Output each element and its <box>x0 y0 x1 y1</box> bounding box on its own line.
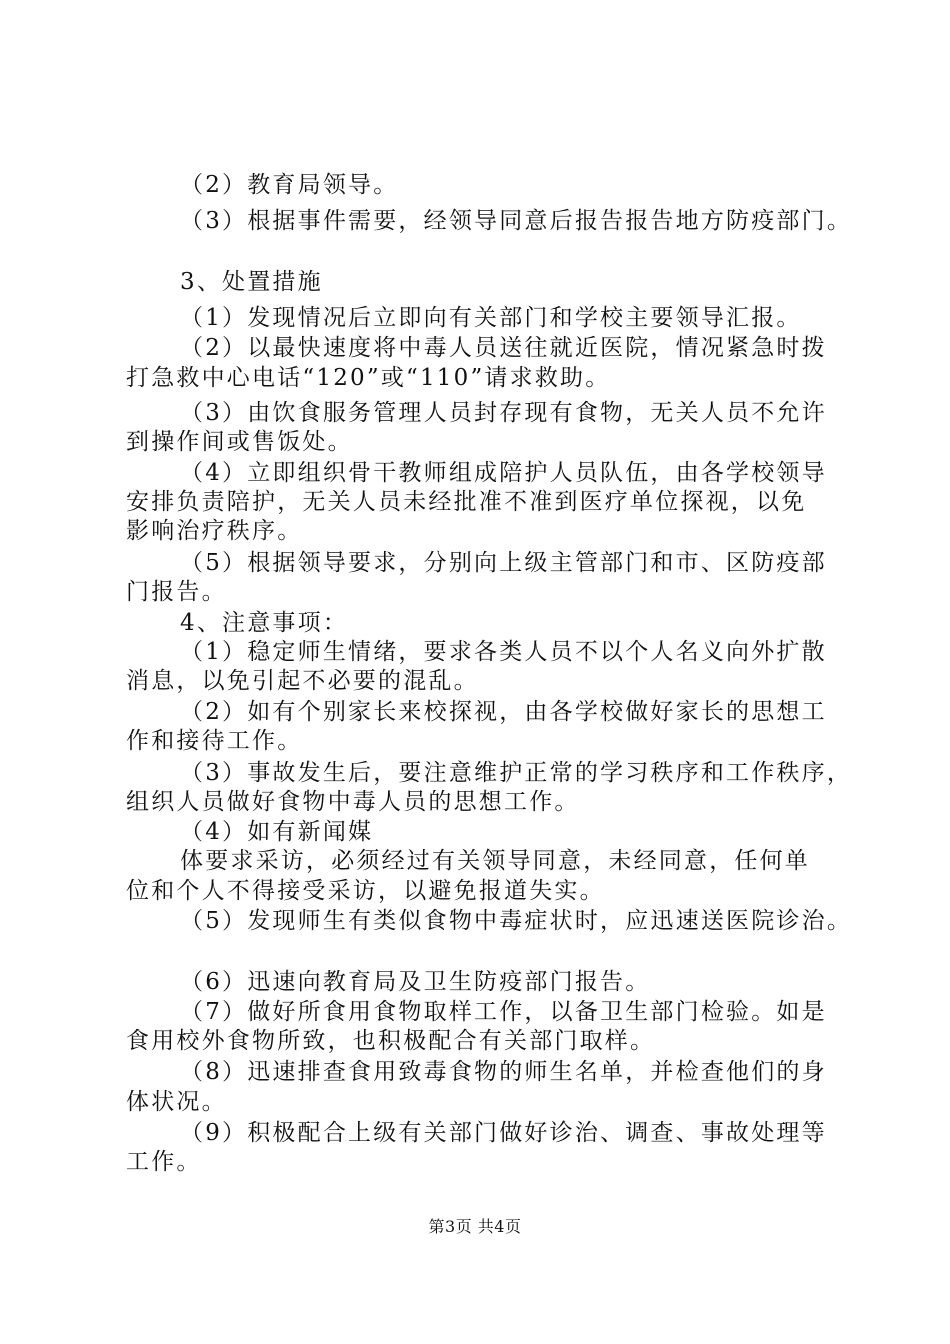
text-line: 消息，以免引起不必要的混乱。 <box>126 668 479 694</box>
text-line: （1）发现情况后立即向有关部门和学校主要领导汇报。 <box>180 305 802 331</box>
text-line: （4）如有新闻媒 <box>180 819 374 845</box>
text-line: （2）如有个别家长来校探视，由各学校做好家长的思想工 <box>180 699 827 725</box>
text-line: （4）立即组织骨干教师组成陪护人员队伍，由各学校领导 <box>180 460 827 486</box>
text-line: （2）以最快速度将中毒人员送往就近医院，情况紧急时拨 <box>180 335 827 361</box>
text-line: （5）发现师生有类似食物中毒症状时，应迅速送医院诊治。 <box>180 908 853 934</box>
text-line: 食用校外食物所致，也积极配合有关部门取样。 <box>126 1028 656 1054</box>
text-line: （3）事故发生后，要注意维护正常的学习秩序和工作秩序， <box>180 760 853 786</box>
text-line: （3）由饮食服务管理人员封存现有食物，无关人员不允许 <box>180 400 827 426</box>
text-line: （7）做好所食用食物取样工作，以备卫生部门检验。如是 <box>180 999 827 1025</box>
text-line: 体要求采访，必须经过有关领导同意，未经同意，任何单 <box>180 848 810 874</box>
text-line: 安排负责陪护，无关人员未经批准不准到医疗单位探视，以免 <box>126 489 807 515</box>
text-line: 门报告。 <box>126 579 227 605</box>
section-heading: 4、注意事项： <box>180 610 349 636</box>
text-line: 工作。 <box>126 1149 202 1175</box>
text-line: （9）积极配合上级有关部门做好诊治、调查、事故处理等 <box>180 1120 827 1146</box>
text-line: （6）迅速向教育局及卫生防疫部门报告。 <box>180 969 651 995</box>
text-line: 到操作间或售饭处。 <box>126 429 353 455</box>
text-line: （5）根据领导要求，分别向上级主管部门和市、区防疫部 <box>180 550 827 576</box>
text-line: （2）教育局领导。 <box>180 172 399 198</box>
text-line: 作和接待工作。 <box>126 728 303 754</box>
section-heading: 3、处置措施 <box>180 269 323 295</box>
text-line: 打急救中心电话“120”或“110”请求救助。 <box>126 365 611 391</box>
page-footer: 第3页 共4页 <box>428 1217 522 1236</box>
text-line: 位和个人不得接受采访，以避免报道失实。 <box>126 878 605 904</box>
text-line: （1）稳定师生情绪，要求各类人员不以个人名义向外扩散 <box>180 639 827 665</box>
text-line: （8）迅速排查食用致毒食物的师生名单，并检查他们的身 <box>180 1059 827 1085</box>
text-line: （3）根据事件需要，经领导同意后报告报告地方防疫部门。 <box>180 208 853 234</box>
text-line: 体状况。 <box>126 1089 227 1115</box>
text-line: 组织人员做好食物中毒人员的思想工作。 <box>126 789 580 815</box>
text-line: 影响治疗秩序。 <box>126 518 303 544</box>
